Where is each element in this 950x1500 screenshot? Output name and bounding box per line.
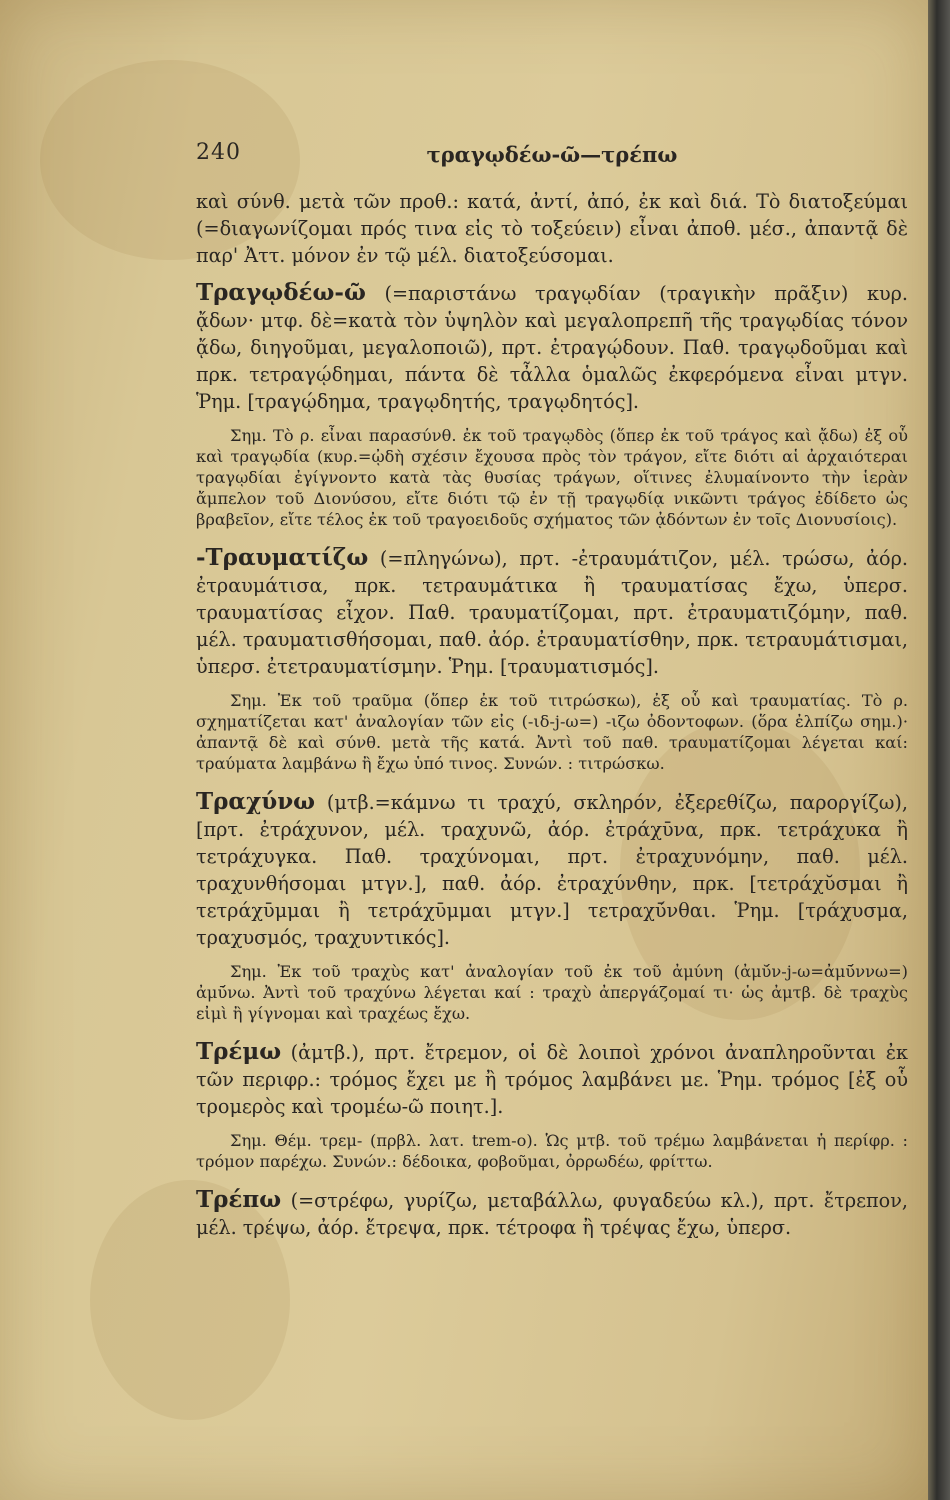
running-head: τραγῳδέω-ῶ—τρέπω xyxy=(426,142,678,167)
dictionary-entry xyxy=(196,188,908,269)
entry-text: (=παριστάνω τραγῳδίαν (τραγικὴν πρᾶξιν) κυρ. ᾄδων· μτφ. δὲ=κατὰ τὸν ὑψηλὸν καὶ μεγαλοπρεπῆ τῆς τραγῳδίας τόνον ᾄδω, διηγοῦμαι, μεγαλοποιῶ), πρτ. ἐτραγῴδουν. Παθ. τραγῳδοῦμαι καὶ πρκ. τετραγῴδημαι, πάντα δὲ τἆλλα ὁμαλῶς ἐκφερόμενα εἶναι μτγν. Ῥημ. [τραγῴδημα, τραγῳδητής, τραγῳδητός]. xyxy=(196,282,908,413)
entry-headword: -Τραυματίζω xyxy=(196,544,369,571)
dictionary-entry xyxy=(196,788,908,951)
dictionary-entry xyxy=(196,1186,908,1241)
entry-headword: Τρέμω xyxy=(196,1038,282,1065)
page-header xyxy=(196,140,908,182)
dictionary-entry xyxy=(196,279,908,415)
dictionary-entry xyxy=(196,544,908,680)
entry-text: καὶ σύνθ. μετὰ τῶν προθ.: κατά, ἀντί, ἀπό, ἐκ καὶ διά. Τὸ διατοξεύμαι (=διαγωνίζομαι πρός τινα εἰς τὸ τοξεύειν) εἶναι ἀποθ. μέσ., ἀπαντᾷ δὲ παρ' Ἀττ. μόνον ἐν τῷ μέλ. διατοξεύσομαι. xyxy=(196,190,908,267)
entry-headword: Τρέπω xyxy=(196,1186,282,1213)
entry-text: (ἀμτβ.), πρτ. ἔτρεμον, οἱ δὲ λοιποὶ χρόνοι ἀναπληροῦνται ἐκ τῶν περιφρ.: τρόμος ἔχει με ἢ τρόμος λαμβάνει με. Ῥημ. τρόμος [ἐξ οὗ τρομερὸς καὶ τρομέω-ῶ ποιητ.]. xyxy=(196,1041,908,1118)
entry-note: Σημ. Ἐκ τοῦ τραχὺς κατ' ἀναλογίαν τοῦ ἐκ τοῦ ἀμύνη (ἀμῠ́ν-j-ω=ἀμῡ́ννω=) ἀμῡ́νω. Ἀντὶ τοῦ τραχύνω λέγεται καί : τραχὺ ἀπεργάζομαί τι· ὡς ἀμτβ. δὲ τραχὺς εἰμὶ ἢ γίγνομαι καὶ τραχέως ἔχω. xyxy=(196,962,908,1023)
dictionary-entry xyxy=(196,1038,908,1120)
page-number: 240 xyxy=(196,140,241,165)
entry-note: Σημ. Ἐκ τοῦ τραῦμα (ὅπερ ἐκ τοῦ τιτρώσκω), ἐξ οὗ καὶ τραυματίας. Τὸ ρ. σχηματίζεται κατ' ἀναλογίαν τῶν εἰς (-ιδ-j-ω=) -ιζω ὀδοντοφων. (ὅρα ἐλπίζω σημ.)· ἀπαντᾷ δὲ καὶ σύνθ. μετὰ τῆς κατά. Ἀντὶ τοῦ παθ. τραυματίζομαι λέγεται καί: τραύματα λαμβάνω ἢ ἔχω ὑπό τινος. Συνών. : τιτρώσκω. xyxy=(196,691,908,773)
entry-text: (μτβ.=κάμνω τι τραχύ, σκληρόν, ἐξερεθίζω, παροργίζω), [πρτ. ἐτράχυνον, μέλ. τραχυνῶ, ἀόρ. ἐτράχῡνα, πρκ. τετράχυκα ἢ τετράχυγκα. Παθ. τραχύνομαι, πρτ. ἐτραχυνόμην, παθ. μέλ. τραχυνθήσομαι μτγν.], παθ. ἀόρ. ἐτραχύνθην, πρκ. [τετράχῠσμαι ἢ τετράχῡμμαι ἢ τετράχῡμμαι μτγν.] τετραχῡ́νθαι. Ῥημ. [τράχυσμα, τραχυσμός, τραχυντικός]. xyxy=(196,791,908,949)
book-edge xyxy=(928,0,950,1500)
entry-text: (=στρέφω, γυρίζω, μεταβάλλω, φυγαδεύω κλ.), πρτ. ἔτρεπον, μέλ. τρέψω, ἀόρ. ἔτρεψα, πρκ. τέτροφα ἢ τρέψας ἔχω, ὑπερσ. xyxy=(196,1189,908,1239)
entry-text: (=πληγώνω), πρτ. -ἐτραυμάτιζον, μέλ. τρώσω, ἀόρ. ἐτραυμάτισα, πρκ. τετραυμάτικα ἢ τραυματίσας ἔχω, ὑπερσ. τραυματίσας εἶχον. Παθ. τραυματίζομαι, πρτ. ἐτραυματιζόμην, παθ. μέλ. τραυματισθήσομαι, παθ. ἀόρ. ἐτραυματίσθην, πρκ. τετραυμάτισμαι, ὑπερσ. ἐτετραυματίσμην. Ῥημ. [τραυματισμός]. xyxy=(196,547,908,678)
entry-note: Σημ. Τὸ ρ. εἶναι παρασύνθ. ἐκ τοῦ τραγῳδὸς (ὅπερ ἐκ τοῦ τράγος καὶ ᾄδω) ἐξ οὗ καὶ τραγῳδία (κυρ.=ᾠδὴ σχέσιν ἔχουσα πρὸς τὸν τράγον, εἴτε διότι αἱ ἀρχαιότεραι τραγῳδίαι ἐγίγνοντο κατὰ τὰς θυσίας τράγων, οἵτινες ἐλυμαίνοντο τὴν ἱερὰν ἄμπελον τοῦ Διονύσου, εἴτε διότι τῷ ἐν τῇ τραγῳδίᾳ νικῶντι τράγος ἐδίδετο ὡς βραβεῖον, εἴτε τέλος ἐκ τοῦ τραγοειδοῦς σχήματος τῶν ᾀδόντων ἐν τοῖς Διονυσίοις). xyxy=(196,426,908,529)
page-content xyxy=(196,140,908,1251)
entry-note: Σημ. Θέμ. τρεμ- (πρβλ. λατ. trem-o). Ὡς μτβ. τοῦ τρέμω λαμβάνεται ἡ περίφρ. : τρόμον παρέχω. Συνών.: δέδοικα, φοβοῦμαι, ὀρρωδέω, φρίττω. xyxy=(196,1131,908,1171)
entry-headword: Τραχύνω xyxy=(196,788,316,815)
entry-headword: Τραγῳδέω-ῶ xyxy=(196,279,366,306)
